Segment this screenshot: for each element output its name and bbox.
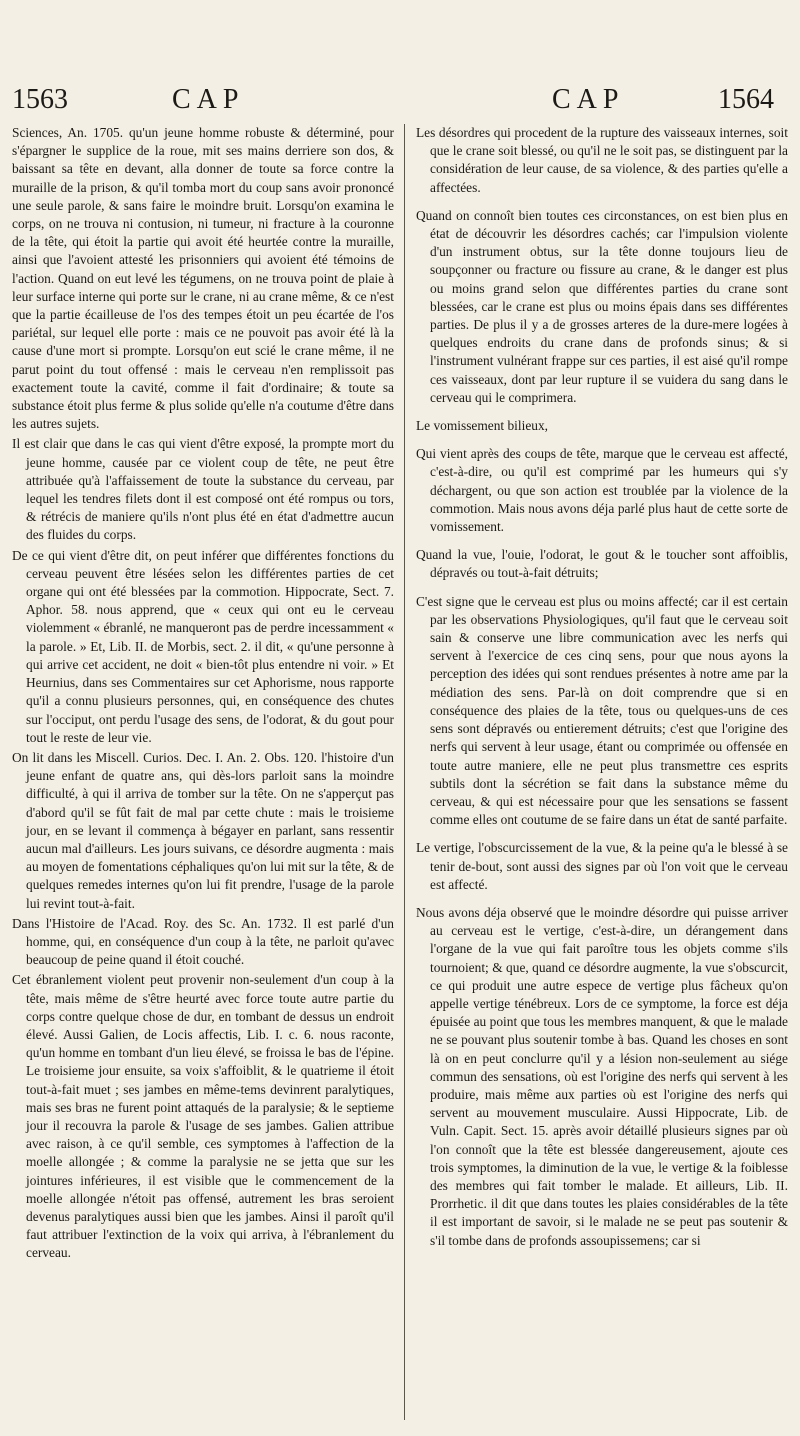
section-heading: Le vomissement bilieux, [416, 418, 549, 434]
paragraph: Dans l'Histoire de l'Acad. Roy. des Sc. An. 1732. Il est parlé d'un homme, qui, en conséquence d'un coup à la tête, ne parloit qu'avec beaucoup de peine quand il étoit couché. [12, 915, 394, 968]
column-divider [404, 124, 405, 1420]
paragraph: C'est signe que le cerveau est plus ou moins affecté; car il est certain par les observations Physiologiques, qu'il faut que le cerveau soit sain & conserve une libre communication avec les nerfs qui servent à l'exercice de ces cinq sens, pour que nous ayons la perception des idées qui sont rendues présentes à notre ame par la médiation des sens. Par-là on doit comprendre que si en conséquence des plaies de la tête, tous ou quelques-uns de ces sens sont dépravés ou entierement détruits; c'est que l'origine des nerfs qui servent à leur usage, étant ou comprimée ou offensée en toute autre maniere, elle ne peut plus transmettre ces esprits subtils dont la sécrétion se fait dans la substance même du cerveau, & qui est nécessaire pour que les sensations se fassent comme elles ont coutume de se faire dans un état de santé parfaite. [416, 593, 788, 828]
paragraph: Sciences, An. 1705. qu'un jeune homme robuste & déterminé, pour s'épargner le supplice de la roue, mit ses mains derriere son dos, & baissant sa tête en devant, alla donner de toute sa force contre la muraille de la prison, & qu'il tomba mort du coup sans avoir prononcé une seule parole, & sans faire le moindre bruit. Lorsqu'on examina le corps, on ne trouva ni contusion, ni tumeur, ni fracture à la couronne de la tête, qui étoit la partie qui avoit été heurtée contre la muraille, ainsi que l'avoient attesté les prisonniers qui avoient été témoins de l'action. Quand on eut levé les tégumens, on ne trouva point de plaie à leur surface interne qui porte sur le crane, ni au crane même, & ce n'est que la partie écailleuse de l'os des tempes étoit un peu écartée de l'os pariétal, sur lequel elle porte : mais ce ne pouvoit pas avoir été là la cause d'une mort si prompte. Lorsqu'on eut scié le crane même, il ne parut point du tout offensé : mais le cerveau n'en remplissoit pas exactement toute la cavité, comme il fait d'ordinaire; & toute sa substance étoit plus ferme & plus solide qu'elle n'a coutume d'être dans les autres sujets. [12, 125, 394, 432]
paragraph: On lit dans les Miscell. Curios. Dec. I. An. 2. Obs. 120. l'histoire d'un jeune enfant de quatre ans, qui dès-lors parloit sans la moindre difficulté, à qui il arriva de tomber sur la tête. On ne s'apperçut pas d'abord qu'il se fût fait de mal par cette chute : mais le troisieme jour, en se levant il commença à bégayer en parlant, sans ressentir aucun mal d'ailleurs. Les jours suivans, ce désordre augmenta : mais au moyen de fomentations céphaliques qu'on lui mit sur la tête, & de quelques remedes internes qu'on lui fit prendre, l'usage de la parole lui revint tout-à-fait. [12, 749, 394, 911]
left-column [12, 124, 394, 1424]
running-header [0, 84, 800, 124]
running-title-left: CAP [172, 84, 245, 115]
page-number-left: 1563 [12, 84, 68, 115]
paragraph: Qui vient après des coups de tête, marque que le cerveau est affecté, c'est-à-dire, ou qu'il est comprimé par les humeurs qui s'y déchargent, ou que son action est troublée par la violence de la commotion. Mais nous avons déja parlé plus haut de cette sorte de vomissement. [416, 446, 788, 535]
paragraph: Quand on connoît bien toutes ces circonstances, on est bien plus en état de découvrir les désordres cachés; car l'impulsion violente d'un instrument obtus, sur la tête donne toujours lieu de soupçonner ou fracture ou fissure au crane, & le danger est plus ou moins grand selon que différentes parties du crane sont blessées, car le crane est plus ou moins épais dans ses différentes parties. De plus il y a de grosses arteres de la dure-mere logées à quelques endroits du crane dans de profonds sinus; & si l'instrument vulnérant frappe sur ces parties, il est aisé qu'il rompe ces vaisseaux, dont par leur rupture il se vuidera du sang dans le cerveau qui le comprimera. [416, 207, 788, 405]
right-column [416, 124, 788, 1424]
paragraph: Nous avons déja observé que le moindre désordre qui puisse arriver au cerveau est le vertige, c'est-à-dire, un dérangement dans l'organe de la vue qui fait paroître tous les objets comme s'ils tournoient; & que, quand ce désordre augmente, la vue s'obscurcit, ce qui produit une autre espece de vertige plus fâcheux qu'on appelle vertige ténébreux. Lors de ce symptome, la force est déja épuisée au point que tous les membres manquent, & que le malade ne se pouvant plus soutenir tombe à bas. Quand les choses en sont là on en peut conclurre qu'il y a lésion non-seulement au siége commun des sensations, où est l'origine des nerfs qui servent à les produire, mais même aux parties où est l'origine des nerfs qui servent au mouvement musculaire. Aussi Hippocrate, Lib. de Vuln. Capit. Sect. 15. après avoir détaillé plusieurs signes par où l'on connoît que la tête est blessée dangereusement, ajoute ces trois symptomes, la diminution de la vue, le vertige & la foiblesse des membres qui fait tomber le malade. Et ailleurs, Lib. II. Prorrhetic. il dit que dans toutes les plaies considérables de la tête il est important de savoir, si le malade ne se peut pas soutenir & s'il tombe dans de profonds assoupissemens; car si [416, 904, 788, 1248]
paragraph: Il est clair que dans le cas qui vient d'être exposé, la prompte mort du jeune homme, causée par ce violent coup de tête, ne peut être attribuée qu'à l'affaissement de toute la substance du cerveau, par lequel les tendres filets dont il est composé ont été rompus ou tors, & rétrécis de maniere qu'ils n'ont plus été en état d'admettre aucun des fluides du corps. [12, 436, 394, 543]
section-heading: Quand la vue, l'ouie, l'odorat, le gout & le toucher sont affoiblis, dépravés ou tout-à-fait détruits; [416, 547, 788, 581]
paragraph: Les désordres qui procedent de la rupture des vaisseaux internes, soit que le crane soit blessé, ou qu'il ne le soit pas, se distinguent par la considération de leur cause, de sa violence, & des parties qu'elle a affectées. [416, 125, 788, 195]
section-heading: Le vertige, l'obscurcissement de la vue, & la peine qu'a le blessé à se tenir de-bout, sont aussi des signes par où l'on voit que le cerveau est affecté. [416, 840, 788, 892]
paragraph: Cet ébranlement violent peut provenir non-seulement d'un coup à la tête, mais même de s'être heurté avec force toute autre partie du corps contre quelque chose de dur, en tombant de dessus un endroit élevé. Aussi Galien, de Locis affectis, Lib. I. c. 6. nous raconte, qu'un homme en tombant d'un lieu élevé, se froissa le bas de l'épine. Le troisieme jour ensuite, sa voix s'affoiblit, & le quatrieme il étoit tout-à-fait muet ; ses jambes en même-tems devinrent paralytiques, mais ses bras ne furent point attaqués de la paralysie; & le septieme jour il recouvra la parole & l'usage de ses jambes. Galien attribue avec raison, à ce qu'il semble, ces symptomes à l'affection de la moelle allongée ; & comme la paralysie ne se jetta que sur les jointures inférieures, il est visible que le commencement de la moelle allongée n'étoit pas offensé, autrement les bras seroient devenus paralytiques aussi bien que les jambes. Ainsi il paroît qu'il faut attribuer l'extinction de la voix qui arriva, à l'ébranlement du cerveau. [12, 972, 394, 1261]
paragraph: De ce qui vient d'être dit, on peut inférer que différentes fonctions du cerveau peuvent être lésées selon les différentes parties de cet organe qui ont été blessées par la commotion. Hippocrate, Sect. 7. Aphor. 58. nous apprend, que « ceux qui ont eu le cerveau violemment « ébranlé, ne manqueront pas de perdre incessamment « la parole. » Et, Lib. II. de Morbis, sect. 2. il dit, « qu'une personne à qui arrive cet accident, ne doit « bien-tôt plus entendre ni voir. » Et Heurnius, dans ses Commentaires sur cet Aphorisme, nous rapporte qu'il a connu plusieurs personnes, qui, en conséquence des chutes sur l'occiput, ont perdu l'usage des sens, de l'odorat, & du gout pour tout le reste de leur vie. [12, 547, 394, 745]
running-title-right: CAP [552, 84, 625, 115]
page-number-right: 1564 [718, 84, 774, 115]
